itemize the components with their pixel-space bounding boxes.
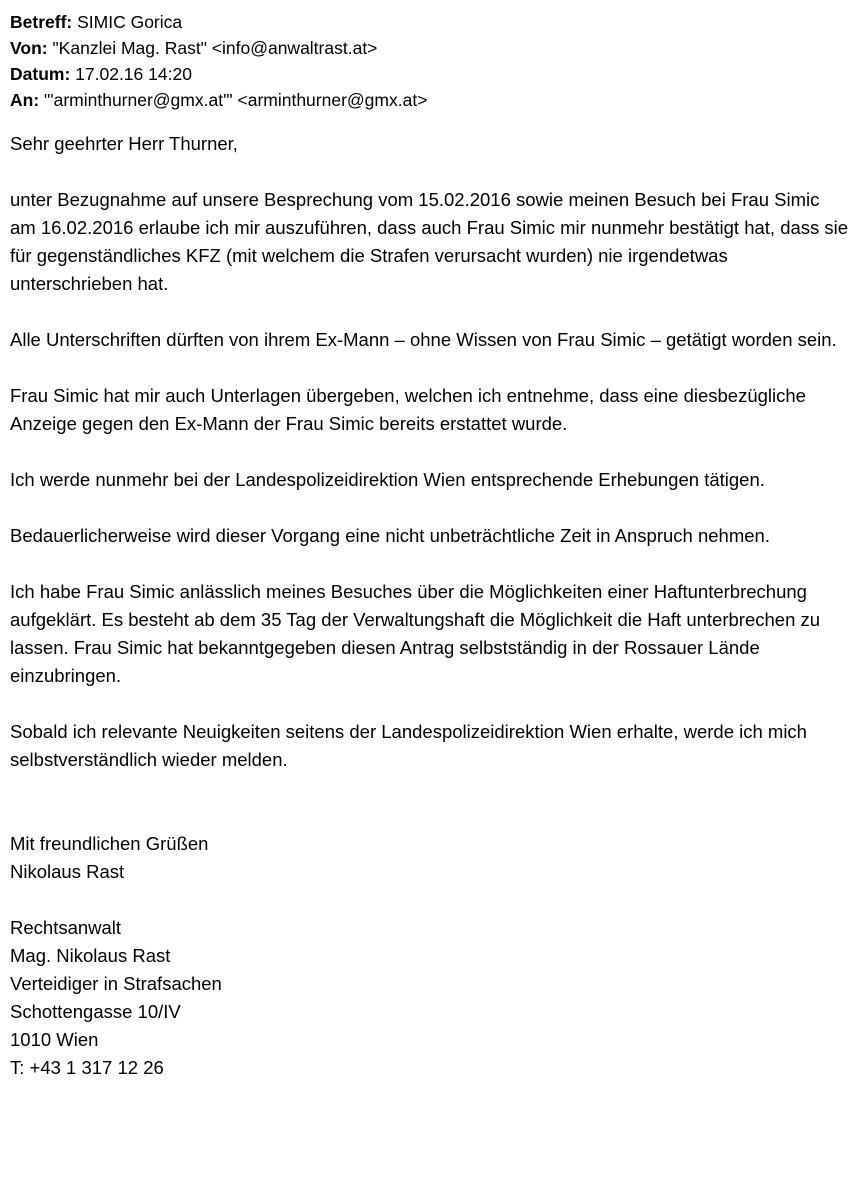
closing-name: Nikolaus Rast [10,861,125,882]
subject-line [10,9,850,35]
signature-block [10,914,850,1082]
greeting: Sehr geehrter Herr Thurner, [10,133,238,154]
date-label: Datum: [10,64,71,84]
to-value: "'arminthurner@gmx.at'" <arminthurner@gmx.at> [44,90,428,110]
from-value: "Kanzlei Mag. Rast" <info@anwaltrast.at> [52,38,378,58]
date-line [10,61,850,87]
signature-title: Rechtsanwalt [10,917,122,938]
email-header [10,9,850,113]
paragraph: Bedauerlicherweise wird dieser Vorgang eine nicht unbeträchtliche Zeit in Anspruch nehmen. [10,525,770,546]
from-label: Von: [10,38,48,58]
closing-phrase: Mit freundlichen Grüßen [10,833,209,854]
to-label: An: [10,90,40,110]
paragraph: Alle Unterschriften dürften von ihrem Ex-Mann – ohne Wissen von Frau Simic – getätigt worden sein. [10,329,837,350]
signature-phone: T: +43 1 317 12 26 [10,1057,164,1078]
from-line [10,35,850,61]
paragraph: unter Bezugnahme auf unsere Besprechung vom 15.02.2016 sowie meinen Besuch bei Frau Simic am 16.02.2016 erlaube ich mir auszuführen, dass auch Frau Simic mir nunmehr bestätigt hat, dass sie für gegenständliches KFZ (mit welchem die Strafen verursacht wurden) nie irgendetwas unterschrieben hat. [10,189,849,294]
signature-city: 1010 Wien [10,1029,99,1050]
signature-street: Schottengasse 10/IV [10,1001,181,1022]
signature-name: Mag. Nikolaus Rast [10,945,171,966]
subject-value: SIMIC Gorica [77,12,183,32]
to-line [10,87,850,113]
paragraph: Frau Simic hat mir auch Unterlagen übergeben, welchen ich entnehme, dass eine diesbezügliche Anzeige gegen den Ex-Mann der Frau Simic bereits erstattet wurde. [10,385,806,434]
date-value: 17.02.16 14:20 [75,64,192,84]
paragraph: Ich werde nunmehr bei der Landespolizeidirektion Wien entsprechende Erhebungen tätigen. [10,469,765,490]
paragraph: Ich habe Frau Simic anlässlich meines Besuches über die Möglichkeiten einer Haftunterbrechung aufgeklärt. Es besteht ab dem 35 Tag der Verwaltungshaft die Möglichkeit die Haft unterbrechen zu lassen. Frau Simic hat bekanntgegeben diesen Antrag selbstständig in der Rossauer Lände einzubringen. [10,581,821,686]
subject-label: Betreff: [10,12,73,32]
paragraph: Sobald ich relevante Neuigkeiten seitens der Landespolizeidirektion Wien erhalte, werde ich mich selbstverständlich wieder melden. [10,721,807,770]
closing [10,830,850,886]
email-message [10,9,850,1082]
signature-role: Verteidiger in Strafsachen [10,973,222,994]
